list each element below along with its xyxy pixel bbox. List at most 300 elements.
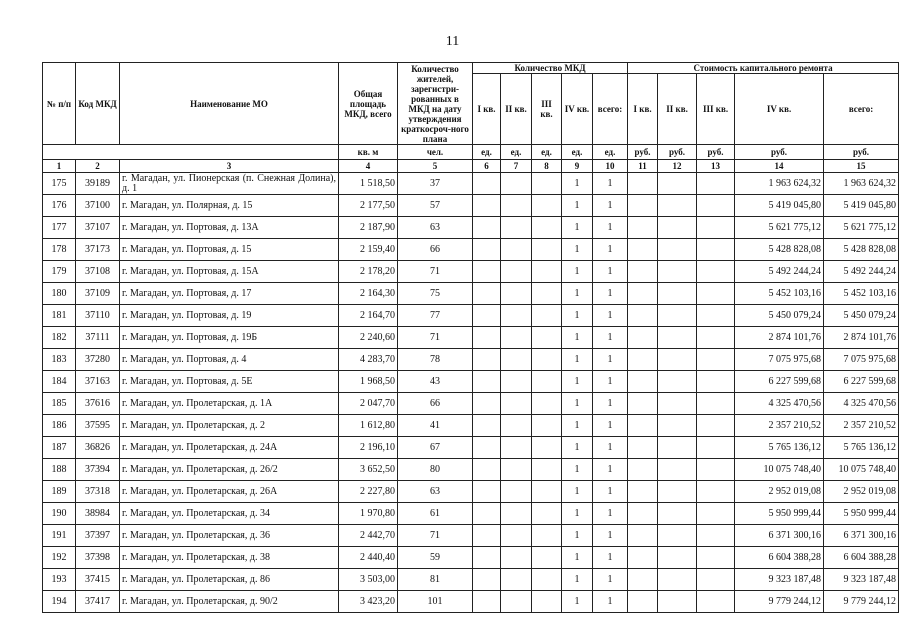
cost-q3-cell [697,239,735,261]
cost-q4-cell: 2 874 101,76 [735,327,824,349]
area-cell: 3 423,20 [339,591,398,613]
area-cell: 1 970,80 [339,503,398,525]
cost-q3-cell [697,217,735,239]
area-cell: 3 503,00 [339,569,398,591]
area-cell: 2 440,40 [339,547,398,569]
cost-q1-cell [628,327,658,349]
count-q1-cell [473,393,501,415]
header-count-total: всего: [593,74,628,145]
table-header [43,63,899,173]
row-number-cell: 193 [43,569,76,591]
cost-q4-cell: 2 357 210,52 [735,415,824,437]
count-q2-cell [501,173,532,195]
row-number-cell: 180 [43,283,76,305]
row-number-cell: 179 [43,261,76,283]
cost-q1-cell [628,415,658,437]
count-total-cell: 1 [593,173,628,195]
cost-q3-cell [697,349,735,371]
cost-q2-cell [658,261,697,283]
header-num: № п/п [43,63,76,145]
residents-cell: 80 [398,459,473,481]
unit-cell: ед. [473,145,501,160]
count-q1-cell [473,547,501,569]
area-cell: 2 047,70 [339,393,398,415]
count-q1-cell [473,503,501,525]
mo-name-cell: г. Магадан, ул. Полярная, д. 15 [120,195,339,217]
cost-q1-cell [628,261,658,283]
column-number: 14 [735,160,824,173]
row-number-cell: 192 [43,547,76,569]
capital-repair-table [42,62,899,613]
header-group-count: Количество МКД [473,63,628,74]
count-total-cell: 1 [593,547,628,569]
residents-cell: 101 [398,591,473,613]
count-total-cell: 1 [593,195,628,217]
column-number: 3 [120,160,339,173]
area-cell: 2 164,70 [339,305,398,327]
mkd-code-cell: 37111 [76,327,120,349]
cost-q4-cell: 6 227 599,68 [735,371,824,393]
count-total-cell: 1 [593,437,628,459]
cost-total-cell: 5 621 775,12 [824,217,899,239]
header-area: Общая площадь МКД, всего [339,63,398,145]
mo-name-cell: г. Магадан, ул. Портовая, д. 13А [120,217,339,239]
count-q2-cell [501,239,532,261]
cost-q4-cell: 4 325 470,56 [735,393,824,415]
table-row [43,591,899,613]
table-body [43,173,899,613]
count-q2-cell [501,591,532,613]
cost-q3-cell [697,437,735,459]
count-q4-cell: 1 [562,239,593,261]
cost-q4-cell: 5 428 828,08 [735,239,824,261]
cost-q3-cell [697,459,735,481]
count-q4-cell: 1 [562,547,593,569]
cost-q4-cell: 5 419 045,80 [735,195,824,217]
column-number: 1 [43,160,76,173]
cost-q1-cell [628,239,658,261]
row-number-cell: 178 [43,239,76,261]
cost-q1-cell [628,393,658,415]
count-q2-cell [501,415,532,437]
residents-cell: 43 [398,371,473,393]
residents-cell: 71 [398,261,473,283]
table-row [43,305,899,327]
cost-q3-cell [697,481,735,503]
count-q3-cell [532,459,562,481]
mo-name-cell: г. Магадан, ул. Портовая, д. 15А [120,261,339,283]
mkd-code-cell: 37595 [76,415,120,437]
mo-name-cell: г. Магадан, ул. Пролетарская, д. 2 [120,415,339,437]
cost-q2-cell [658,547,697,569]
count-q1-cell [473,415,501,437]
count-q1-cell [473,569,501,591]
count-q2-cell [501,195,532,217]
mo-name-cell: г. Магадан, ул. Пионерская (п. Снежная Долина), д. 1 [120,173,339,195]
residents-cell: 81 [398,569,473,591]
cost-q1-cell [628,173,658,195]
cost-q3-cell [697,173,735,195]
cost-q3-cell [697,327,735,349]
count-q1-cell [473,195,501,217]
area-cell: 1 518,50 [339,173,398,195]
mo-name-cell: г. Магадан, ул. Пролетарская, д. 36 [120,525,339,547]
count-q4-cell: 1 [562,393,593,415]
count-q1-cell [473,459,501,481]
cost-total-cell: 1 963 624,32 [824,173,899,195]
mkd-code-cell: 37280 [76,349,120,371]
count-total-cell: 1 [593,503,628,525]
area-cell: 2 442,70 [339,525,398,547]
header-cost-q3: III кв. [697,74,735,145]
cost-total-cell: 5 492 244,24 [824,261,899,283]
count-q4-cell: 1 [562,591,593,613]
mkd-code-cell: 37397 [76,525,120,547]
residents-cell: 67 [398,437,473,459]
row-number-cell: 176 [43,195,76,217]
mo-name-cell: г. Магадан, ул. Портовая, д. 4 [120,349,339,371]
count-q2-cell [501,525,532,547]
count-q3-cell [532,415,562,437]
count-q2-cell [501,349,532,371]
cost-total-cell: 10 075 748,40 [824,459,899,481]
count-total-cell: 1 [593,239,628,261]
cost-q3-cell [697,305,735,327]
count-q3-cell [532,195,562,217]
mkd-code-cell: 37107 [76,217,120,239]
residents-cell: 78 [398,349,473,371]
row-number-cell: 194 [43,591,76,613]
count-q2-cell [501,327,532,349]
cost-q3-cell [697,569,735,591]
unit-cell: руб. [658,145,697,160]
count-q3-cell [532,239,562,261]
header-count-q4: IV кв. [562,74,593,145]
cost-q2-cell [658,415,697,437]
row-number-cell: 191 [43,525,76,547]
cost-q1-cell [628,481,658,503]
cost-total-cell: 5 450 079,24 [824,305,899,327]
cost-q3-cell [697,503,735,525]
row-number-cell: 184 [43,371,76,393]
mo-name-cell: г. Магадан, ул. Портовая, д. 17 [120,283,339,305]
count-q4-cell: 1 [562,217,593,239]
count-total-cell: 1 [593,305,628,327]
cost-q1-cell [628,525,658,547]
count-q4-cell: 1 [562,459,593,481]
cost-q2-cell [658,503,697,525]
cost-total-cell: 2 874 101,76 [824,327,899,349]
table-row [43,525,899,547]
cost-total-cell: 9 323 187,48 [824,569,899,591]
cost-q3-cell [697,371,735,393]
table-row [43,393,899,415]
count-q3-cell [532,503,562,525]
unit-cell: руб. [697,145,735,160]
cost-q1-cell [628,217,658,239]
column-number: 13 [697,160,735,173]
units-row [43,145,899,160]
cost-q4-cell: 10 075 748,40 [735,459,824,481]
mkd-code-cell: 38984 [76,503,120,525]
area-cell: 1 968,50 [339,371,398,393]
cost-q3-cell [697,283,735,305]
mo-name-cell: г. Магадан, ул. Портовая, д. 19 [120,305,339,327]
count-q1-cell [473,173,501,195]
mkd-code-cell: 37173 [76,239,120,261]
table-row [43,327,899,349]
count-total-cell: 1 [593,415,628,437]
cost-total-cell: 5 950 999,44 [824,503,899,525]
count-q4-cell: 1 [562,173,593,195]
count-q4-cell: 1 [562,195,593,217]
column-number: 10 [593,160,628,173]
mkd-code-cell: 37394 [76,459,120,481]
cost-q4-cell: 5 450 079,24 [735,305,824,327]
mkd-code-cell: 39189 [76,173,120,195]
count-total-cell: 1 [593,525,628,547]
residents-cell: 41 [398,415,473,437]
table-row [43,547,899,569]
cost-total-cell: 5 419 045,80 [824,195,899,217]
mo-name-cell: г. Магадан, ул. Пролетарская, д. 34 [120,503,339,525]
header-group-cost: Стоимость капитального ремонта [628,63,899,74]
unit-cell: руб. [735,145,824,160]
residents-cell: 59 [398,547,473,569]
count-q4-cell: 1 [562,437,593,459]
page-number: 11 [445,34,460,49]
residents-cell: 63 [398,217,473,239]
mkd-code-cell: 37163 [76,371,120,393]
cost-q1-cell [628,305,658,327]
unit-cell: руб. [824,145,899,160]
header-cost-q2: II кв. [658,74,697,145]
cost-q2-cell [658,239,697,261]
residents-cell: 75 [398,283,473,305]
count-total-cell: 1 [593,481,628,503]
count-q3-cell [532,547,562,569]
count-q2-cell [501,481,532,503]
table-row [43,239,899,261]
table-row [43,195,899,217]
mkd-code-cell: 37109 [76,283,120,305]
count-q1-cell [473,217,501,239]
cost-q4-cell: 5 765 136,12 [735,437,824,459]
mo-name-cell: г. Магадан, ул. Пролетарская, д. 38 [120,547,339,569]
mkd-code-cell: 37417 [76,591,120,613]
count-q2-cell [501,393,532,415]
cost-q2-cell [658,371,697,393]
cost-q1-cell [628,371,658,393]
count-q2-cell [501,569,532,591]
count-total-cell: 1 [593,283,628,305]
unit-cell: чел. [398,145,473,160]
row-number-cell: 190 [43,503,76,525]
cost-q3-cell [697,415,735,437]
cost-q1-cell [628,459,658,481]
residents-cell: 61 [398,503,473,525]
count-q2-cell [501,437,532,459]
area-cell: 2 178,20 [339,261,398,283]
mkd-code-cell: 37318 [76,481,120,503]
residents-cell: 63 [398,481,473,503]
count-q2-cell [501,283,532,305]
count-q4-cell: 1 [562,283,593,305]
area-cell: 2 227,80 [339,481,398,503]
mo-name-cell: г. Магадан, ул. Портовая, д. 5Е [120,371,339,393]
count-q4-cell: 1 [562,481,593,503]
cost-q3-cell [697,591,735,613]
cost-q4-cell: 5 950 999,44 [735,503,824,525]
count-total-cell: 1 [593,327,628,349]
mkd-code-cell: 37108 [76,261,120,283]
header-cost-q4: IV кв. [735,74,824,145]
header-mo: Наименование МО [120,63,339,145]
table-row [43,569,899,591]
row-number-cell: 189 [43,481,76,503]
cost-q1-cell [628,503,658,525]
column-number: 4 [339,160,398,173]
cost-q2-cell [658,283,697,305]
cost-q4-cell: 2 952 019,08 [735,481,824,503]
cost-q2-cell [658,173,697,195]
column-number: 11 [628,160,658,173]
cost-total-cell: 2 357 210,52 [824,415,899,437]
row-number-cell: 181 [43,305,76,327]
table-row [43,173,899,195]
mkd-code-cell: 37616 [76,393,120,415]
cost-q4-cell: 9 779 244,12 [735,591,824,613]
header-count-q1: I кв. [473,74,501,145]
cost-q1-cell [628,349,658,371]
table-row [43,415,899,437]
row-number-cell: 187 [43,437,76,459]
count-q1-cell [473,305,501,327]
count-q1-cell [473,261,501,283]
cost-total-cell: 6 604 388,28 [824,547,899,569]
column-number: 7 [501,160,532,173]
count-q1-cell [473,481,501,503]
count-q1-cell [473,349,501,371]
cost-q3-cell [697,195,735,217]
count-q4-cell: 1 [562,305,593,327]
area-cell: 1 612,80 [339,415,398,437]
count-q3-cell [532,525,562,547]
residents-cell: 71 [398,525,473,547]
unit-cell: ед. [562,145,593,160]
header-count-q2: II кв. [501,74,532,145]
table-row [43,459,899,481]
cost-q2-cell [658,195,697,217]
row-number-cell: 188 [43,459,76,481]
count-total-cell: 1 [593,591,628,613]
count-q3-cell [532,327,562,349]
residents-cell: 77 [398,305,473,327]
count-q1-cell [473,437,501,459]
row-number-cell: 185 [43,393,76,415]
mo-name-cell: г. Магадан, ул. Пролетарская, д. 26А [120,481,339,503]
area-cell: 2 187,90 [339,217,398,239]
count-q4-cell: 1 [562,327,593,349]
cost-q2-cell [658,525,697,547]
count-q2-cell [501,547,532,569]
residents-cell: 71 [398,327,473,349]
count-total-cell: 1 [593,371,628,393]
count-q1-cell [473,239,501,261]
count-q3-cell [532,173,562,195]
cost-q4-cell: 5 492 244,24 [735,261,824,283]
column-number: 12 [658,160,697,173]
cost-q1-cell [628,591,658,613]
table-row [43,261,899,283]
row-number-cell: 183 [43,349,76,371]
count-q1-cell [473,327,501,349]
cost-q2-cell [658,393,697,415]
count-q4-cell: 1 [562,525,593,547]
unit-cell: кв. м [339,145,398,160]
cost-q4-cell: 7 075 975,68 [735,349,824,371]
cost-q4-cell: 9 323 187,48 [735,569,824,591]
unit-cell: ед. [501,145,532,160]
cost-q1-cell [628,437,658,459]
count-q3-cell [532,349,562,371]
count-q4-cell: 1 [562,371,593,393]
row-number-cell: 175 [43,173,76,195]
cost-q2-cell [658,349,697,371]
table-row [43,349,899,371]
count-q2-cell [501,503,532,525]
cost-total-cell: 6 227 599,68 [824,371,899,393]
mkd-code-cell: 37415 [76,569,120,591]
cost-total-cell: 9 779 244,12 [824,591,899,613]
count-q3-cell [532,393,562,415]
count-total-cell: 1 [593,393,628,415]
cost-q4-cell: 5 452 103,16 [735,283,824,305]
column-number: 15 [824,160,899,173]
count-q3-cell [532,217,562,239]
count-q4-cell: 1 [562,261,593,283]
mo-name-cell: г. Магадан, ул. Портовая, д. 19Б [120,327,339,349]
cost-total-cell: 5 765 136,12 [824,437,899,459]
cost-q2-cell [658,327,697,349]
row-number-cell: 177 [43,217,76,239]
table-row [43,217,899,239]
residents-cell: 66 [398,393,473,415]
cost-q4-cell: 6 604 388,28 [735,547,824,569]
count-q2-cell [501,459,532,481]
header-cost-total: всего: [824,74,899,145]
cost-q2-cell [658,459,697,481]
cost-q4-cell: 6 371 300,16 [735,525,824,547]
column-number: 9 [562,160,593,173]
unit-cell: ед. [593,145,628,160]
count-q1-cell [473,591,501,613]
cost-q2-cell [658,481,697,503]
row-number-cell: 186 [43,415,76,437]
count-q4-cell: 1 [562,569,593,591]
count-q2-cell [501,371,532,393]
count-q4-cell: 1 [562,503,593,525]
cost-q1-cell [628,283,658,305]
count-total-cell: 1 [593,261,628,283]
header-cost-q1: I кв. [628,74,658,145]
count-q2-cell [501,217,532,239]
cost-q3-cell [697,547,735,569]
area-cell: 2 240,60 [339,327,398,349]
table-row [43,437,899,459]
area-cell: 2 159,40 [339,239,398,261]
count-total-cell: 1 [593,217,628,239]
